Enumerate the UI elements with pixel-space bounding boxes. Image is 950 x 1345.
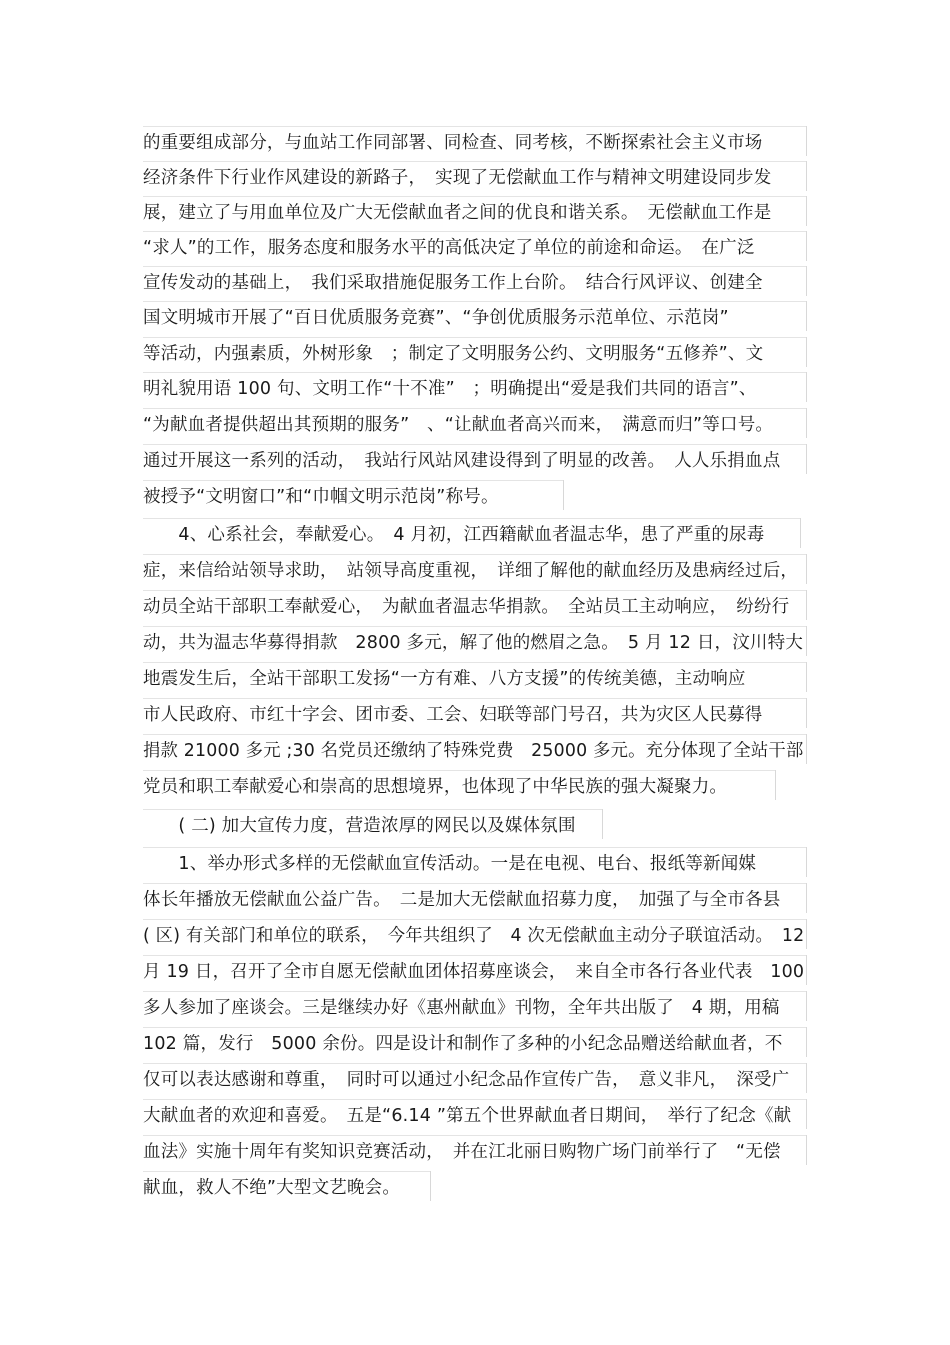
line-edge-mark xyxy=(806,408,807,438)
line-divider xyxy=(143,1135,806,1136)
text-line: 经济条件下行业作风建设的新路子， 实现了无偿献血工作与精神文明建设同步发 xyxy=(143,168,772,188)
line-divider xyxy=(143,626,806,627)
line-edge-mark xyxy=(806,919,807,949)
text-line: 等活动，内强素质，外树形象 ；制定了文明服务公约、文明服务“五修养”、文 xyxy=(143,344,764,364)
line-divider xyxy=(143,847,806,848)
line-edge-mark xyxy=(806,372,807,402)
line-edge-mark xyxy=(806,698,807,728)
line-divider xyxy=(143,770,775,771)
line-edge-mark xyxy=(806,266,807,296)
text-line: 献血，救人不绝”大型文艺晚会。 xyxy=(143,1178,401,1198)
line-edge-mark xyxy=(806,1099,807,1129)
line-edge-mark xyxy=(430,1171,431,1201)
line-divider xyxy=(143,266,806,267)
text-line: 明礼貌用语 100 句、文明工作“十不准” ；明确提出“爱是我们共同的语言”、 xyxy=(143,379,757,399)
line-edge-mark xyxy=(806,626,807,656)
line-divider xyxy=(143,919,806,920)
text-line: 月 19 日，召开了全市自愿无偿献血团体招募座谈会， 来自全市各行各业代表 100 xyxy=(143,962,805,982)
line-edge-mark xyxy=(806,662,807,692)
line-edge-mark xyxy=(806,991,807,1021)
text-line: ( 二) 加大宣传力度，营造浓厚的网民以及媒体氛围 xyxy=(143,816,576,836)
line-edge-mark xyxy=(806,196,807,226)
text-line: 大献血者的欢迎和喜爱。 五是“6.14 ”第五个世界献血者日期间， 举行了纪念《献 xyxy=(143,1106,792,1126)
text-line: 症，来信给站领导求助， 站领导高度重视， 详细了解他的献血经历及患病经过后， xyxy=(143,561,799,581)
line-divider xyxy=(143,480,563,481)
text-line: 通过开展这一系列的活动， 我站行风站风建设得到了明显的改善。 人人乐捐血点 xyxy=(143,451,781,471)
line-divider xyxy=(143,408,806,409)
text-line: 党员和职工奉献爱心和崇高的思想境界，也体现了中华民族的强大凝聚力。 xyxy=(143,777,728,797)
text-line: 仅可以表达感谢和尊重， 同时可以通过小纪念品作宣传广告， 意义非凡， 深受广 xyxy=(143,1070,790,1090)
line-edge-mark xyxy=(775,770,776,800)
line-edge-mark xyxy=(806,161,807,191)
text-line: 体长年播放无偿献血公益广告。 二是加大无偿献血招募力度， 加强了与全市各县 xyxy=(143,890,781,910)
line-divider xyxy=(143,662,806,663)
text-line: 多人参加了座谈会。三是继续办好《惠州献血》刊物，全年共出版了 4 期，用稿 xyxy=(143,998,780,1018)
text-line: 捐款 21000 多元 ;30 名党员还缴纳了特殊党费 25000 多元。充分体现了全站干部 xyxy=(143,741,804,761)
line-divider xyxy=(143,518,800,519)
text-line: 地震发生后，全站干部职工发扬“一方有难、八方支援”的传统美德，主动响应 xyxy=(143,669,746,689)
line-divider xyxy=(143,1099,806,1100)
line-edge-mark xyxy=(806,554,807,584)
line-divider xyxy=(143,698,806,699)
line-edge-mark xyxy=(806,1027,807,1057)
line-edge-mark xyxy=(806,337,807,367)
line-divider xyxy=(143,883,806,884)
line-edge-mark xyxy=(563,480,564,510)
line-divider xyxy=(143,372,806,373)
text-line: 动，共为温志华募得捐款 2800 多元，解了他的燃眉之急。 5 月 12 日，汶川特大 xyxy=(143,633,804,653)
line-edge-mark xyxy=(806,231,807,261)
text-line: 1、举办形式多样的无偿献血宣传活动。一是在电视、电台、报纸等新闻媒 xyxy=(143,854,757,874)
line-divider xyxy=(143,991,806,992)
line-divider xyxy=(143,734,806,735)
line-edge-mark xyxy=(806,301,807,331)
text-line: 血法》实施十周年有奖知识竞赛活动， 并在江北丽日购物广场门前举行了 “无偿 xyxy=(143,1142,781,1162)
text-line: 动员全站干部职工奉献爱心， 为献血者温志华捐款。 全站员工主动响应， 纷纷行 xyxy=(143,597,790,617)
line-edge-mark xyxy=(806,847,807,877)
line-edge-mark xyxy=(806,1135,807,1165)
line-divider xyxy=(143,444,806,445)
text-line: 市人民政府、市红十字会、团市委、工会、妇联等部门号召，共为灾区人民募得 xyxy=(143,705,763,725)
text-line: ( 区) 有关部门和单位的联系， 今年共组织了 4 次无偿献血主动分子联谊活动。 12 xyxy=(143,926,805,946)
text-line: 宣传发动的基础上， 我们采取措施促服务工作上台阶。 结合行风评议、创建全 xyxy=(143,273,763,293)
line-edge-mark xyxy=(806,734,807,764)
line-edge-mark xyxy=(806,444,807,474)
line-edge-mark xyxy=(806,1063,807,1093)
text-line: 4、心系社会，奉献爱心。 4 月初，江西籍献血者温志华，患了严重的尿毒 xyxy=(143,525,765,545)
text-line: 102 篇，发行 5000 余份。四是设计和制作了多种的小纪念品赠送给献血者，不 xyxy=(143,1034,783,1054)
line-divider xyxy=(143,1027,806,1028)
line-edge-mark xyxy=(806,590,807,620)
text-line: 国文明城市开展了“百日优质服务竞赛”、“争创优质服务示范单位、示范岗” xyxy=(143,308,729,328)
text-line: 的重要组成部分，与血站工作同部署、同检查、同考核，不断探索社会主义市场 xyxy=(143,133,763,153)
text-line: “求人”的工作，服务态度和服务水平的高低决定了单位的前途和命运。 在广泛 xyxy=(143,238,755,258)
text-line: “为献血者提供超出其预期的服务” 、“让献血者高兴而来， 满意而归”等口号。 xyxy=(143,415,774,435)
line-divider xyxy=(143,126,806,127)
text-line: 展，建立了与用血单位及广大无偿献血者之间的优良和谐关系。 无偿献血工作是 xyxy=(143,203,772,223)
line-edge-mark xyxy=(602,809,603,839)
line-divider xyxy=(143,301,806,302)
line-edge-mark xyxy=(806,955,807,985)
line-edge-mark xyxy=(800,518,801,548)
line-divider xyxy=(143,809,602,810)
line-divider xyxy=(143,1063,806,1064)
line-divider xyxy=(143,337,806,338)
line-divider xyxy=(143,955,806,956)
line-divider xyxy=(143,231,806,232)
line-divider xyxy=(143,1171,430,1172)
line-divider xyxy=(143,196,806,197)
line-edge-mark xyxy=(806,883,807,913)
line-divider xyxy=(143,590,806,591)
line-divider xyxy=(143,554,806,555)
text-line: 被授予“文明窗口”和“巾帼文明示范岗”称号。 xyxy=(143,487,499,507)
line-edge-mark xyxy=(806,126,807,156)
line-divider xyxy=(143,161,806,162)
